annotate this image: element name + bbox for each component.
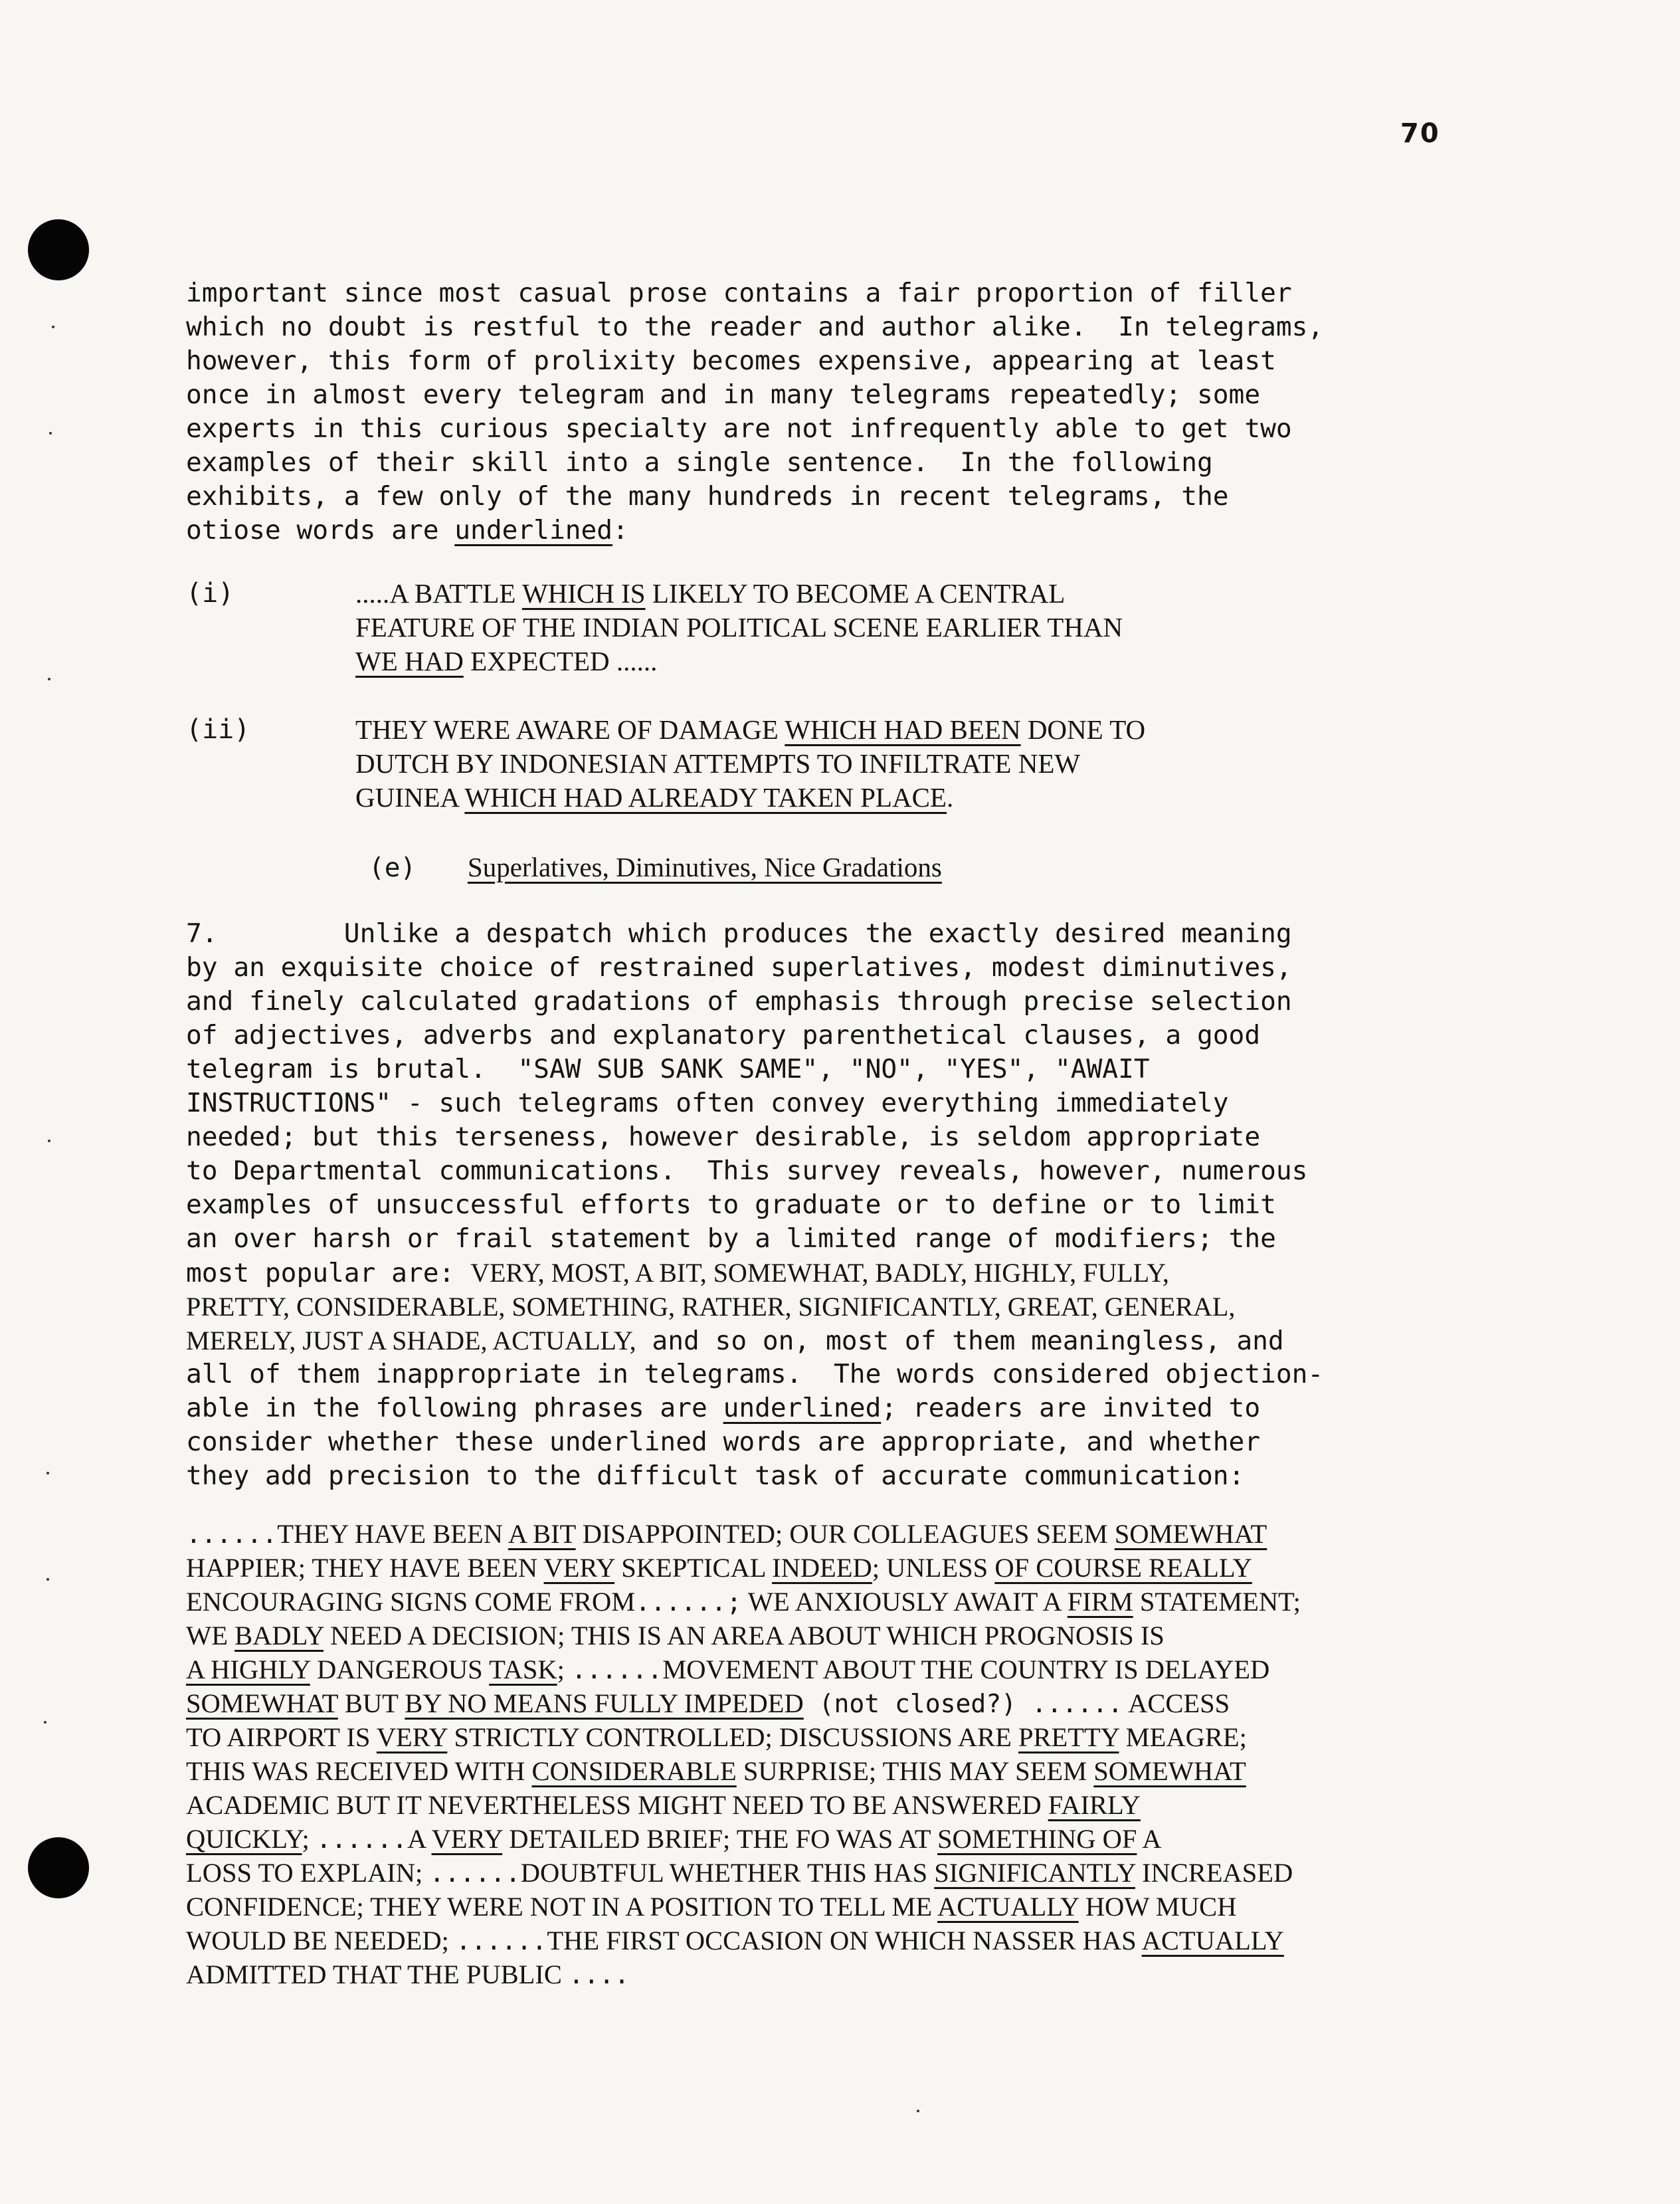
underlined-word: ACTUALLY bbox=[1141, 1926, 1284, 1955]
text-line bbox=[186, 1459, 1382, 1493]
text-segment: DANGEROUS bbox=[310, 1654, 490, 1684]
ellipsis: .... bbox=[569, 1960, 630, 1989]
text-line bbox=[186, 378, 1382, 412]
text-line bbox=[186, 1585, 1382, 1619]
ellipsis: ......; bbox=[635, 1587, 742, 1617]
underlined-word: SOMETHING OF bbox=[937, 1824, 1137, 1854]
text-line bbox=[186, 1957, 1382, 1991]
underlined-word: WE HAD bbox=[355, 646, 464, 676]
underlined-word: BADLY bbox=[234, 1621, 324, 1651]
text-segment: SKEPTICAL bbox=[614, 1553, 773, 1583]
text-line bbox=[186, 1619, 1382, 1653]
text-segment: and finely calculated gradations of emphasis through precise selection bbox=[186, 986, 1292, 1017]
scan-speck bbox=[917, 2110, 919, 2112]
underlined-word: WHICH IS bbox=[521, 578, 646, 609]
text-segment: of adjectives, adverbs and explanatory parenthetical clauses, a good bbox=[186, 1020, 1261, 1051]
text-segment: GUINEA bbox=[355, 782, 465, 813]
section-marker: (e) bbox=[369, 852, 417, 883]
text-segment: CONFIDENCE; THEY WERE NOT IN A POSITION TO TELL ME bbox=[186, 1892, 938, 1922]
text-segment: DOUBTFUL WHETHER THIS HAS bbox=[520, 1858, 935, 1888]
text-segment: TO AIRPORT IS bbox=[186, 1722, 377, 1752]
text-segment: STRICTLY CONTROLLED; DISCUSSIONS ARE bbox=[447, 1722, 1018, 1752]
scan-speck bbox=[47, 1472, 49, 1474]
text-segment: WE bbox=[186, 1621, 235, 1651]
page-number: 70 bbox=[1400, 118, 1440, 149]
text-line bbox=[186, 1822, 1382, 1856]
section-heading bbox=[369, 851, 942, 885]
text-segment: STATEMENT; bbox=[1133, 1587, 1301, 1617]
text-line bbox=[186, 1086, 1382, 1120]
text-segment: BUT bbox=[337, 1688, 405, 1718]
text-segment: ENCOURAGING SIGNS COME FROM bbox=[186, 1587, 636, 1617]
ellipsis: ...... bbox=[456, 1926, 547, 1955]
text-segment: THEY WERE AWARE OF DAMAGE bbox=[355, 714, 785, 745]
text-line bbox=[186, 1222, 1382, 1256]
text-segment: DISAPPOINTED; OUR COLLEAGUES SEEM bbox=[575, 1519, 1115, 1549]
text-line bbox=[186, 1754, 1382, 1788]
text-segment: ADMITTED THAT THE PUBLIC bbox=[186, 1959, 569, 1989]
text-segment: . bbox=[946, 782, 954, 813]
text-segment: however, this form of prolixity becomes expensive, appearing at least bbox=[186, 346, 1276, 376]
underlined-word: VERY bbox=[543, 1553, 615, 1583]
text-segment: HAPPIER; THEY HAVE BEEN bbox=[186, 1553, 544, 1583]
text-line bbox=[186, 1890, 1382, 1924]
text-segment: THE FIRST OCCASION ON WHICH NASSER HAS bbox=[547, 1926, 1142, 1955]
text-line bbox=[186, 1290, 1382, 1324]
scan-speck bbox=[44, 1721, 47, 1724]
scan-speck bbox=[48, 1140, 50, 1142]
examples-block bbox=[186, 1517, 1382, 1991]
text-segment: LOSS TO EXPLAIN; bbox=[186, 1858, 430, 1888]
text-line bbox=[186, 951, 1382, 985]
text-line bbox=[186, 1391, 1382, 1425]
text-segment: MEAGRE; bbox=[1119, 1722, 1247, 1752]
text-segment: : bbox=[612, 515, 628, 546]
text-line bbox=[355, 713, 1145, 747]
underlined-word: INDEED bbox=[772, 1553, 872, 1583]
underlined-word: underlined bbox=[723, 1393, 882, 1423]
text-segment: telegram is brutal. "SAW SUB SANK SAME", "NO", "YES", "AWAIT bbox=[186, 1054, 1150, 1084]
text-segment: to Departmental communications. This survey reveals, however, numerous bbox=[186, 1155, 1308, 1186]
text-segment: EXPECTED ...... bbox=[463, 646, 658, 676]
text-segment: ACADEMIC BUT IT NEVERTHELESS MIGHT NEED TO BE ANSWERED bbox=[186, 1790, 1048, 1820]
text-line bbox=[186, 1154, 1382, 1188]
underlined-word: ACTUALLY bbox=[937, 1892, 1079, 1922]
exhibit-text bbox=[355, 713, 1145, 815]
text-segment: important since most casual prose contains a fair proportion of filler bbox=[186, 278, 1292, 308]
text-line bbox=[186, 412, 1382, 446]
intro-paragraph bbox=[186, 276, 1382, 548]
underlined-word: CONSIDERABLE bbox=[531, 1756, 737, 1786]
scan-speck bbox=[49, 432, 52, 435]
text-segment: otiose words are bbox=[186, 515, 455, 546]
underlined-word: FIRM bbox=[1067, 1587, 1133, 1617]
text-segment: ACCESS bbox=[1123, 1688, 1230, 1718]
underlined-word: FAIRLY bbox=[1048, 1790, 1141, 1820]
section-title: Superlatives, Diminutives, Nice Gradations bbox=[467, 852, 942, 882]
modifier-list: VERY, MOST, A BIT, SOMEWHAT, BADLY, HIGHLY, FULLY, bbox=[470, 1258, 1169, 1288]
punch-hole-top bbox=[28, 219, 89, 280]
text-line bbox=[186, 1357, 1382, 1391]
text-line bbox=[186, 1425, 1382, 1459]
text-line bbox=[186, 480, 1382, 514]
text-segment: able in the following phrases are bbox=[186, 1393, 723, 1423]
text-line bbox=[186, 344, 1382, 378]
parenthetical: (not closed?) ...... bbox=[803, 1689, 1123, 1718]
main-paragraph bbox=[186, 917, 1382, 1493]
text-line bbox=[186, 1924, 1382, 1957]
text-line bbox=[186, 1052, 1382, 1086]
text-line bbox=[186, 276, 1382, 310]
text-segment: A bbox=[407, 1824, 432, 1854]
text-line bbox=[355, 645, 1123, 678]
underlined-word: VERY bbox=[431, 1824, 503, 1854]
text-line bbox=[186, 1686, 1382, 1720]
scan-speck bbox=[48, 678, 50, 680]
text-segment: which no doubt is restful to the reader and author alike. In telegrams, bbox=[186, 312, 1324, 342]
ellipsis: ...... bbox=[316, 1825, 408, 1854]
text-segment: examples of unsuccessful efforts to graduate or to define or to limit bbox=[186, 1189, 1276, 1220]
text-segment: examples of their skill into a single sentence. In the following bbox=[186, 447, 1213, 478]
text-segment: experts in this curious specialty are not infrequently able to get two bbox=[186, 413, 1292, 444]
ellipsis: ...... bbox=[186, 1520, 278, 1549]
text-segment: NEED A DECISION; THIS IS AN AREA ABOUT WHICH PROGNOSIS IS bbox=[324, 1621, 1165, 1651]
text-segment: once in almost every telegram and in many telegrams repeatedly; some bbox=[186, 379, 1261, 410]
text-line bbox=[186, 446, 1382, 480]
text-segment: THIS WAS RECEIVED WITH bbox=[186, 1756, 532, 1786]
text-segment: MOVEMENT ABOUT THE COUNTRY IS DELAYED bbox=[662, 1654, 1270, 1684]
text-segment: ; UNLESS bbox=[872, 1553, 995, 1583]
text-segment: INSTRUCTIONS" - such telegrams often convey everything immediately bbox=[186, 1088, 1229, 1118]
text-segment: A bbox=[1137, 1824, 1162, 1854]
text-segment: DONE TO bbox=[1020, 714, 1146, 745]
text-line bbox=[186, 514, 1382, 548]
text-line bbox=[186, 1256, 1382, 1290]
text-segment: all of them inappropriate in telegrams. The words considered objection- bbox=[186, 1359, 1324, 1389]
ellipsis: ...... bbox=[429, 1858, 521, 1888]
text-segment: ; readers are invited to bbox=[881, 1393, 1261, 1423]
text-line bbox=[186, 917, 1382, 951]
text-segment: 7. Unlike a despatch which produces the exactly desired meaning bbox=[186, 918, 1292, 949]
underlined-word: WHICH HAD BEEN bbox=[785, 714, 1021, 745]
text-segment: DETAILED BRIEF; THE FO WAS AT bbox=[502, 1824, 937, 1854]
text-segment: THEY HAVE BEEN bbox=[277, 1519, 508, 1549]
underlined-word: VERY bbox=[376, 1722, 448, 1752]
text-line bbox=[186, 1324, 1382, 1357]
underlined-word: WHICH HAD ALREADY TAKEN PLACE bbox=[464, 782, 947, 813]
text-line bbox=[355, 611, 1123, 645]
text-line bbox=[186, 1653, 1382, 1686]
underlined-word: A BIT bbox=[508, 1519, 576, 1549]
text-segment: .....A BATTLE bbox=[355, 578, 522, 609]
text-segment: WE ANXIOUSLY AWAIT A bbox=[741, 1587, 1068, 1617]
text-line bbox=[186, 1188, 1382, 1222]
text-segment: consider whether these underlined words are appropriate, and whether bbox=[186, 1427, 1261, 1457]
text-line bbox=[186, 310, 1382, 344]
modifier-list: PRETTY, CONSIDERABLE, SOMETHING, RATHER, SIGNIFICANTLY, GREAT, GENERAL, bbox=[186, 1292, 1236, 1322]
text-segment: by an exquisite choice of restrained superlatives, modest diminutives, bbox=[186, 952, 1292, 983]
underlined-word: QUICKLY bbox=[186, 1824, 302, 1854]
text-segment: DUTCH BY INDONESIAN ATTEMPTS TO INFILTRATE NEW bbox=[355, 748, 1081, 779]
text-segment: they add precision to the difficult task of accurate communication: bbox=[186, 1460, 1245, 1491]
text-line bbox=[186, 1517, 1382, 1551]
underlined-word: SOMEWHAT bbox=[1114, 1519, 1267, 1549]
underlined-word: PRETTY bbox=[1018, 1722, 1119, 1752]
text-segment: INCREASED bbox=[1135, 1858, 1293, 1888]
text-segment: FEATURE OF THE INDIAN POLITICAL SCENE EARLIER THAN bbox=[355, 612, 1123, 643]
exhibit-label: (ii) bbox=[186, 714, 250, 745]
punch-hole-bottom bbox=[28, 1837, 89, 1898]
text-segment: SURPRISE; THIS MAY SEEM bbox=[736, 1756, 1094, 1786]
text-segment: and so on, most of them meaningless, and bbox=[636, 1326, 1284, 1356]
ellipsis: ...... bbox=[571, 1655, 663, 1684]
text-segment: most popular are: bbox=[186, 1258, 471, 1288]
text-line bbox=[186, 1856, 1382, 1890]
text-segment: exhibits, a few only of the many hundreds in recent telegrams, the bbox=[186, 481, 1229, 512]
underlined-word: SOMEWHAT bbox=[186, 1688, 338, 1718]
underlined-word: BY NO MEANS FULLY IMPEDED bbox=[405, 1688, 804, 1718]
exhibit-label: (i) bbox=[186, 578, 234, 609]
text-segment: ; bbox=[557, 1654, 572, 1684]
text-segment: HOW MUCH bbox=[1078, 1892, 1237, 1922]
underlined-word: SIGNIFICANTLY bbox=[934, 1858, 1135, 1888]
text-line bbox=[355, 577, 1123, 611]
modifier-list: MERELY, JUST A SHADE, ACTUALLY, bbox=[186, 1326, 636, 1355]
text-line bbox=[186, 1019, 1382, 1052]
underlined-word: OF COURSE REALLY bbox=[994, 1553, 1252, 1583]
text-line bbox=[186, 1120, 1382, 1154]
text-line bbox=[186, 985, 1382, 1019]
text-segment: WOULD BE NEEDED; bbox=[186, 1926, 456, 1955]
exhibit-text bbox=[355, 577, 1123, 678]
text-segment: an over harsh or frail statement by a limited range of modifiers; the bbox=[186, 1223, 1276, 1254]
text-segment: ; bbox=[302, 1824, 316, 1854]
text-segment: LIKELY TO BECOME A CENTRAL bbox=[645, 578, 1066, 609]
scan-speck bbox=[52, 326, 54, 328]
text-line bbox=[355, 747, 1145, 781]
scan-speck bbox=[47, 1578, 49, 1581]
text-line bbox=[355, 781, 1145, 815]
text-line bbox=[186, 1551, 1382, 1585]
text-line bbox=[186, 1720, 1382, 1754]
underlined-word: TASK bbox=[489, 1654, 557, 1684]
underlined-word: SOMEWHAT bbox=[1093, 1756, 1246, 1786]
text-line bbox=[186, 1788, 1382, 1822]
underlined-word: A HIGHLY bbox=[186, 1654, 310, 1684]
underlined-word: underlined bbox=[454, 515, 613, 546]
text-segment: needed; but this terseness, however desirable, is seldom appropriate bbox=[186, 1122, 1261, 1152]
